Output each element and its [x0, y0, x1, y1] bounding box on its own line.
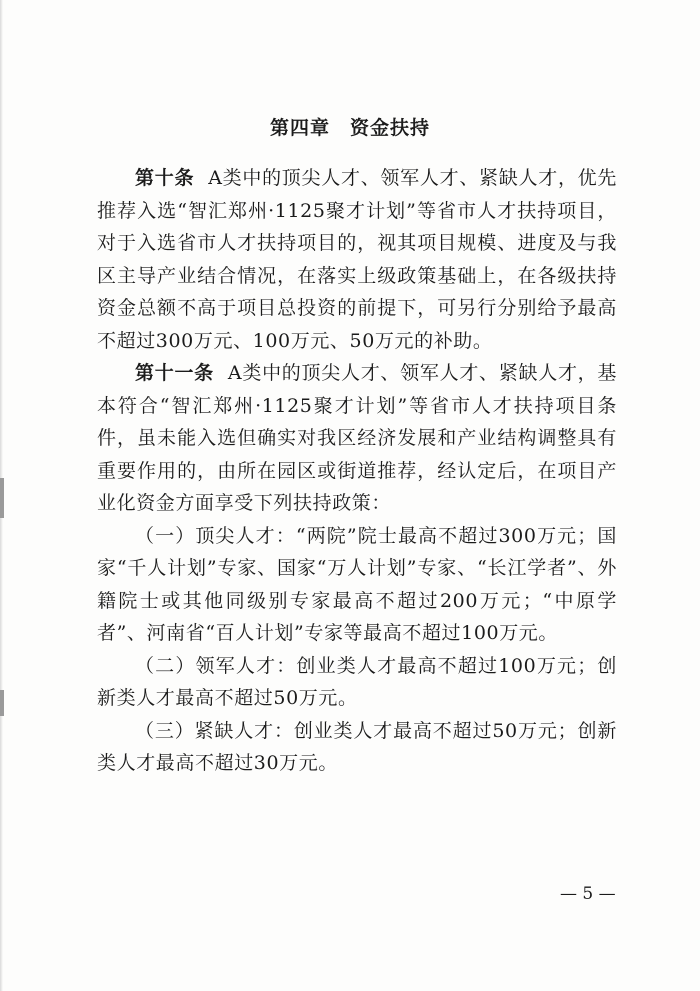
article-paragraph: [97, 357, 617, 520]
list-item-paragraph: [97, 650, 617, 715]
article-paragraph: [97, 162, 617, 357]
document-body: [97, 162, 617, 780]
paragraph-text: A类中的顶尖人才、领军人才、紧缺人才，优先推荐入选“智汇郑州·1125聚才计划”等省市人才扶持项目，对于入选省市人才扶持项目的，视其项目规模、进度及与我区主导产业结合情况，在落实上级政策基础上，在各级扶持资金总额不高于项目总投资的前提下，可另行分别给予最高不超过300万元、100万元、50万元的补助。: [97, 167, 617, 352]
list-item-paragraph: [97, 520, 617, 650]
article-number: 第十一条: [135, 362, 214, 384]
article-number: 第十条: [135, 167, 195, 189]
paragraph-text: A类中的顶尖人才、领军人才、紧缺人才，基本符合“智汇郑州·1125聚才计划”等省市人才扶持项目条件，虽未能入选但确实对我区经济发展和产业结构调整具有重要作用的，由所在园区或街道推荐，经认定后，在项目产业化资金方面享受下列扶持政策：: [97, 362, 617, 514]
list-item-paragraph: [97, 715, 617, 780]
scan-edge-mark: [0, 478, 4, 518]
page-number: — 5 —: [560, 884, 616, 904]
chapter-title: 第四章 资金扶持: [269, 117, 430, 139]
paragraph-text: （二）领军人才：创业类人才最高不超过100万元；创新类人才最高不超过50万元。: [97, 654, 617, 709]
scan-edge-mark: [0, 690, 4, 716]
paragraph-text: （一）顶尖人才：“两院”院士最高不超过300万元；国家“千人计划”专家、国家“万人计划”专家、“长江学者”、外籍院士或其他同级别专家最高不超过200万元；“中原学者”、河南省“百人计划”专家等最高不超过100万元。: [97, 524, 617, 644]
paragraph-text: （三）紧缺人才：创业类人才最高不超过50万元；创新类人才最高不超过30万元。: [97, 719, 617, 774]
